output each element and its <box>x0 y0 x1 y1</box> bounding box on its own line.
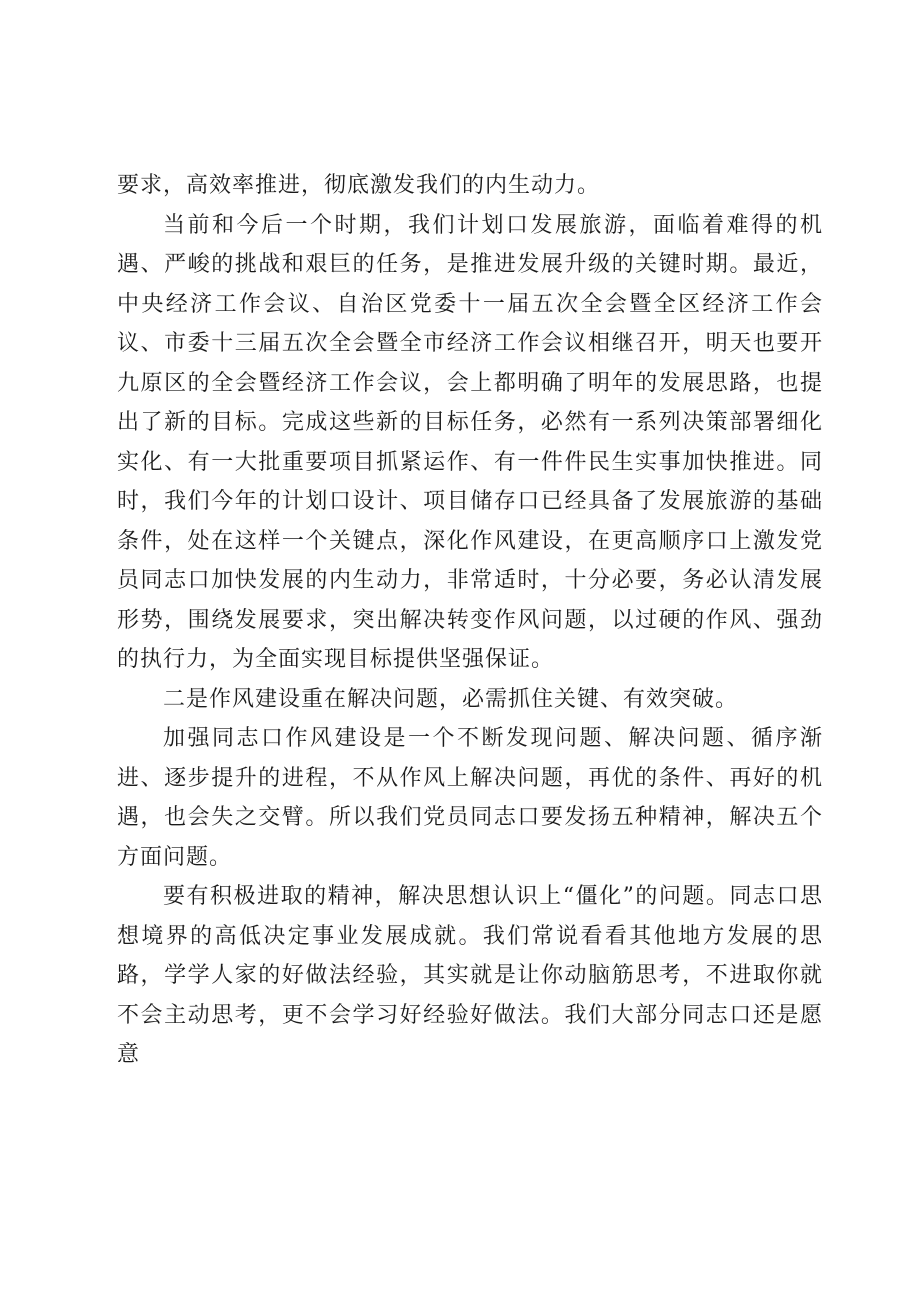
paragraph-enterprising-spirit: 要有积极进取的精神，解决思想认识上“僵化”的问题。同志口思想境界的高低决定事业发展成就。我们常说看看其他地方发展的思路，学学人家的好做法经验，其实就是让你动脑筋思考，不进取你就不会主动思考，更不会学习好经验好做法。我们大部分同志口还是愿意 <box>117 884 823 1067</box>
paragraph-continuation: 要求，高效率推进，彻底激发我们的内生动力。 <box>117 173 601 198</box>
paragraph-section-heading: 二是作风建设重在解决问题，必需抓住关键、有效突破。 <box>163 686 739 712</box>
paragraph-development-situation: 当前和今后一个时期，我们计划口发展旅游，面临着难得的机遇、严峻的挑战和艰巨的任务，是推进发展升级的关键时期。最近，中央经济工作会议、自治区党委十一届五次全会暨全区经济工作会议、市委十三届五次全会暨全市经济工作会议相继召开，明天也要开九原区的全会暨经济工作会议，会上都明确了明年的发展思路，也提出了新的目标。完成这些新的目标任务，必然有一系列决策部署细化实化、有一大批重要项目抓紧运作、有一件件民生实事加快推进。同时，我们今年的计划口设计、项目储存口已经具备了发展旅游的基础条件，处在这样一个关键点，深化作风建设，在更高顺序口上激发党员同志口加快发展的内生动力，非常适时，十分必要，务必认清发展形势，围绕发展要求，突出解决转变作风问题，以过硬的作风、强劲的执行力，为全面实现目标提供坚强保证。 <box>117 212 823 672</box>
document-body <box>117 166 823 1075</box>
paragraph-five-spirits: 加强同志口作风建设是一个不断发现问题、解决问题、循序渐进、逐步提升的进程，不从作风上解决问题，再优的条件、再好的机遇，也会失之交臂。所以我们党员同志口要发扬五种精神，解决五个方面问题。 <box>117 726 823 870</box>
